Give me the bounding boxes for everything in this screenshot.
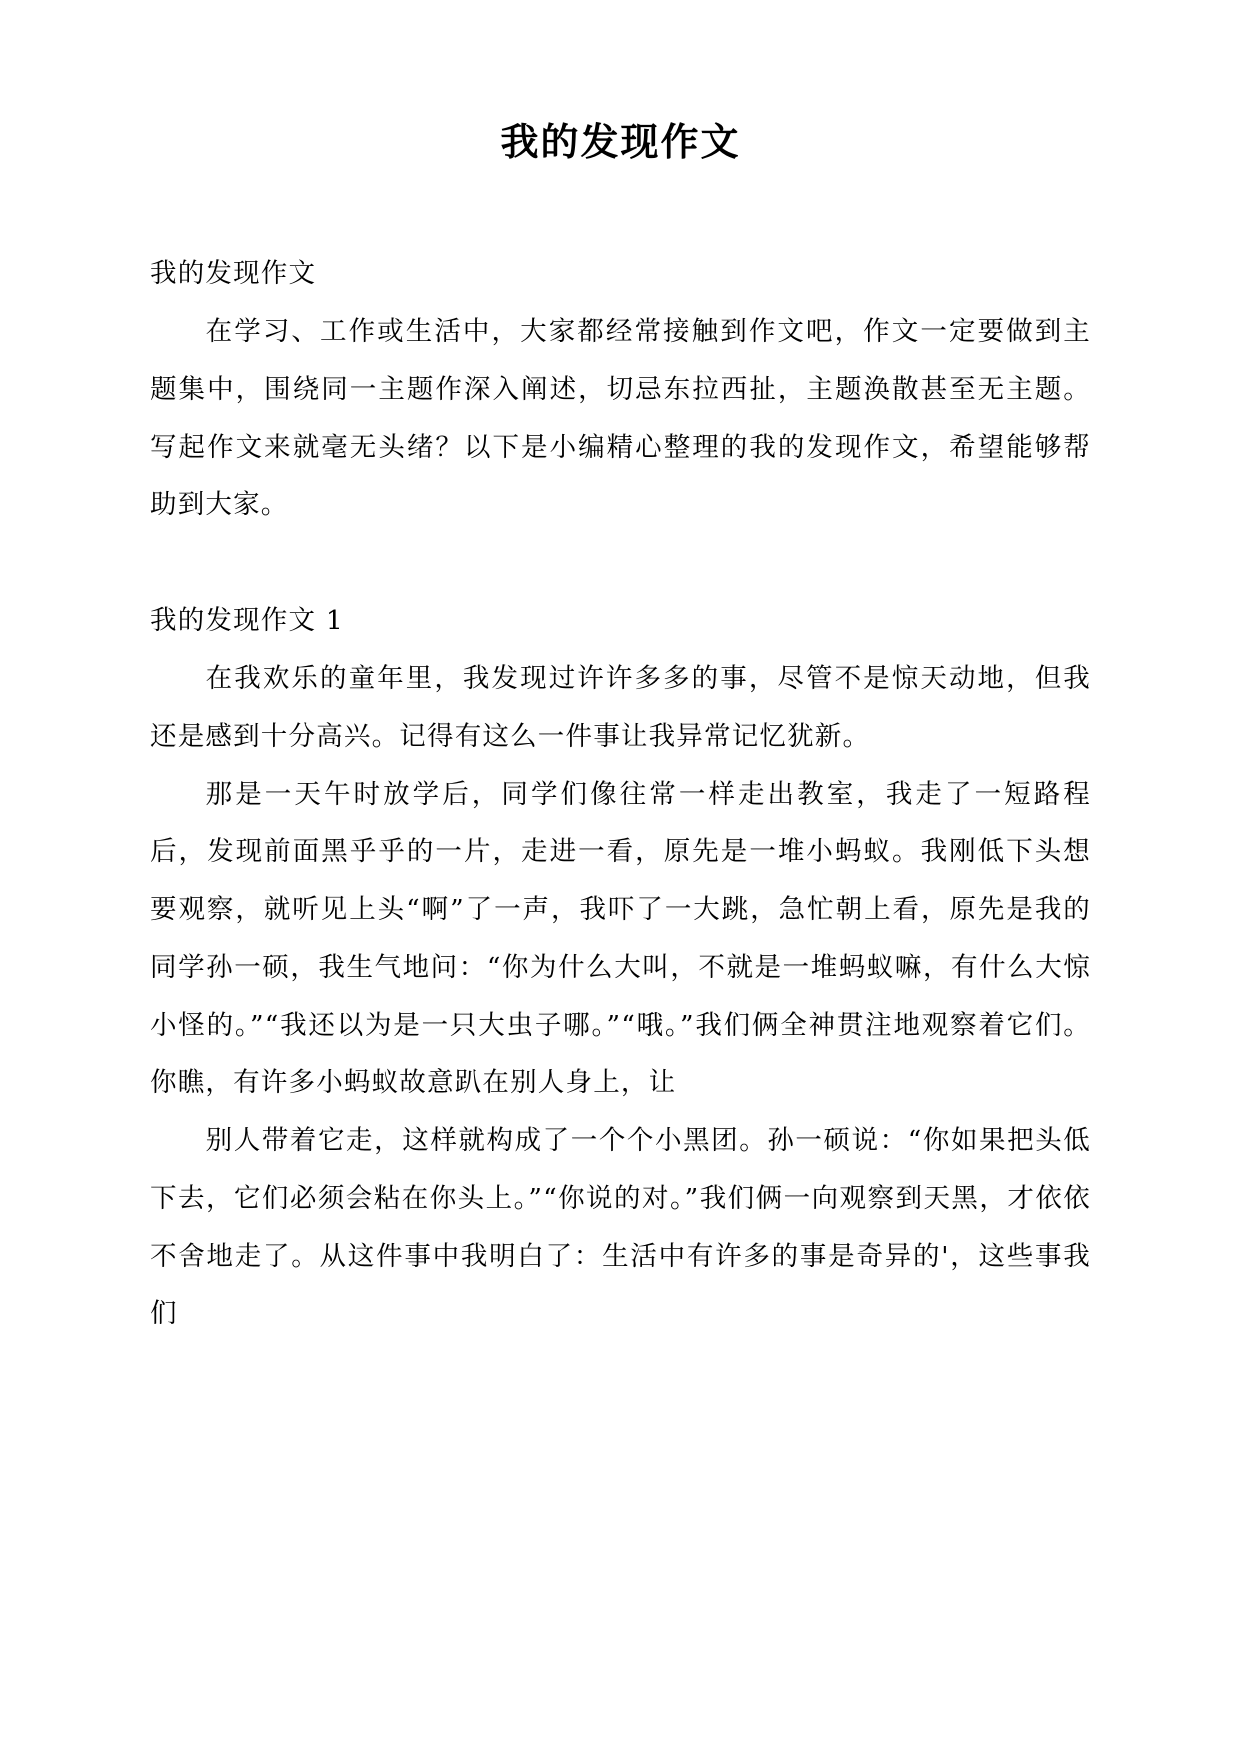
paragraph-body-2: 那是一天午时放学后，同学们像往常一样走出教室，我走了一短路程后，发现前面黑乎乎的一片，走进一看，原先是一堆小蚂蚁。我刚低下头想要观察，就听见上头“啊”了一声，我吓了一大跳，急忙朝上看，原先是我的同学孙一硕，我生气地问：“你为什么大叫，不就是一堆蚂蚁嘛，有什么大惊小怪的。”“我还以为是一只大虫子哪。”“哦。”我们俩全神贯注地观察着它们。你瞧，有许多小蚂蚁故意趴在别人身上，让 [150, 778, 1091, 1099]
document-body [150, 245, 1091, 1343]
paragraph-heading-top: 我的发现作文 [150, 258, 317, 290]
paragraph-intro: 在学习、工作或生活中，大家都经常接触到作文吧，作文一定要做到主题集中，围绕同一主题作深入阐述，切忌东拉西扯，主题涣散甚至无主题。写起作文来就毫无头绪？以下是小编精心整理的我的发现作文，希望能够帮助到大家。 [150, 316, 1091, 521]
paragraph-gap [150, 534, 1091, 592]
page-title: 我的发现作文 [500, 120, 741, 164]
paragraph-body-3: 别人带着它走，这样就构成了一个个小黑团。孙一硕说：“你如果把头低下去，它们必须会粘在你头上。”“你说的对。”我们俩一向观察到天黑，才依依不舍地走了。从这件事中我明白了：生活中有许多的事是奇异的'，这些事我们 [150, 1125, 1091, 1330]
paragraph-body-1: 在我欢乐的童年里，我发现过许许多多的事，尽管不是惊天动地，但我还是感到十分高兴。记得有这么一件事让我异常记忆犹新。 [150, 662, 1091, 752]
paragraph-section-heading-1: 我的发现作文 1 [150, 605, 344, 637]
